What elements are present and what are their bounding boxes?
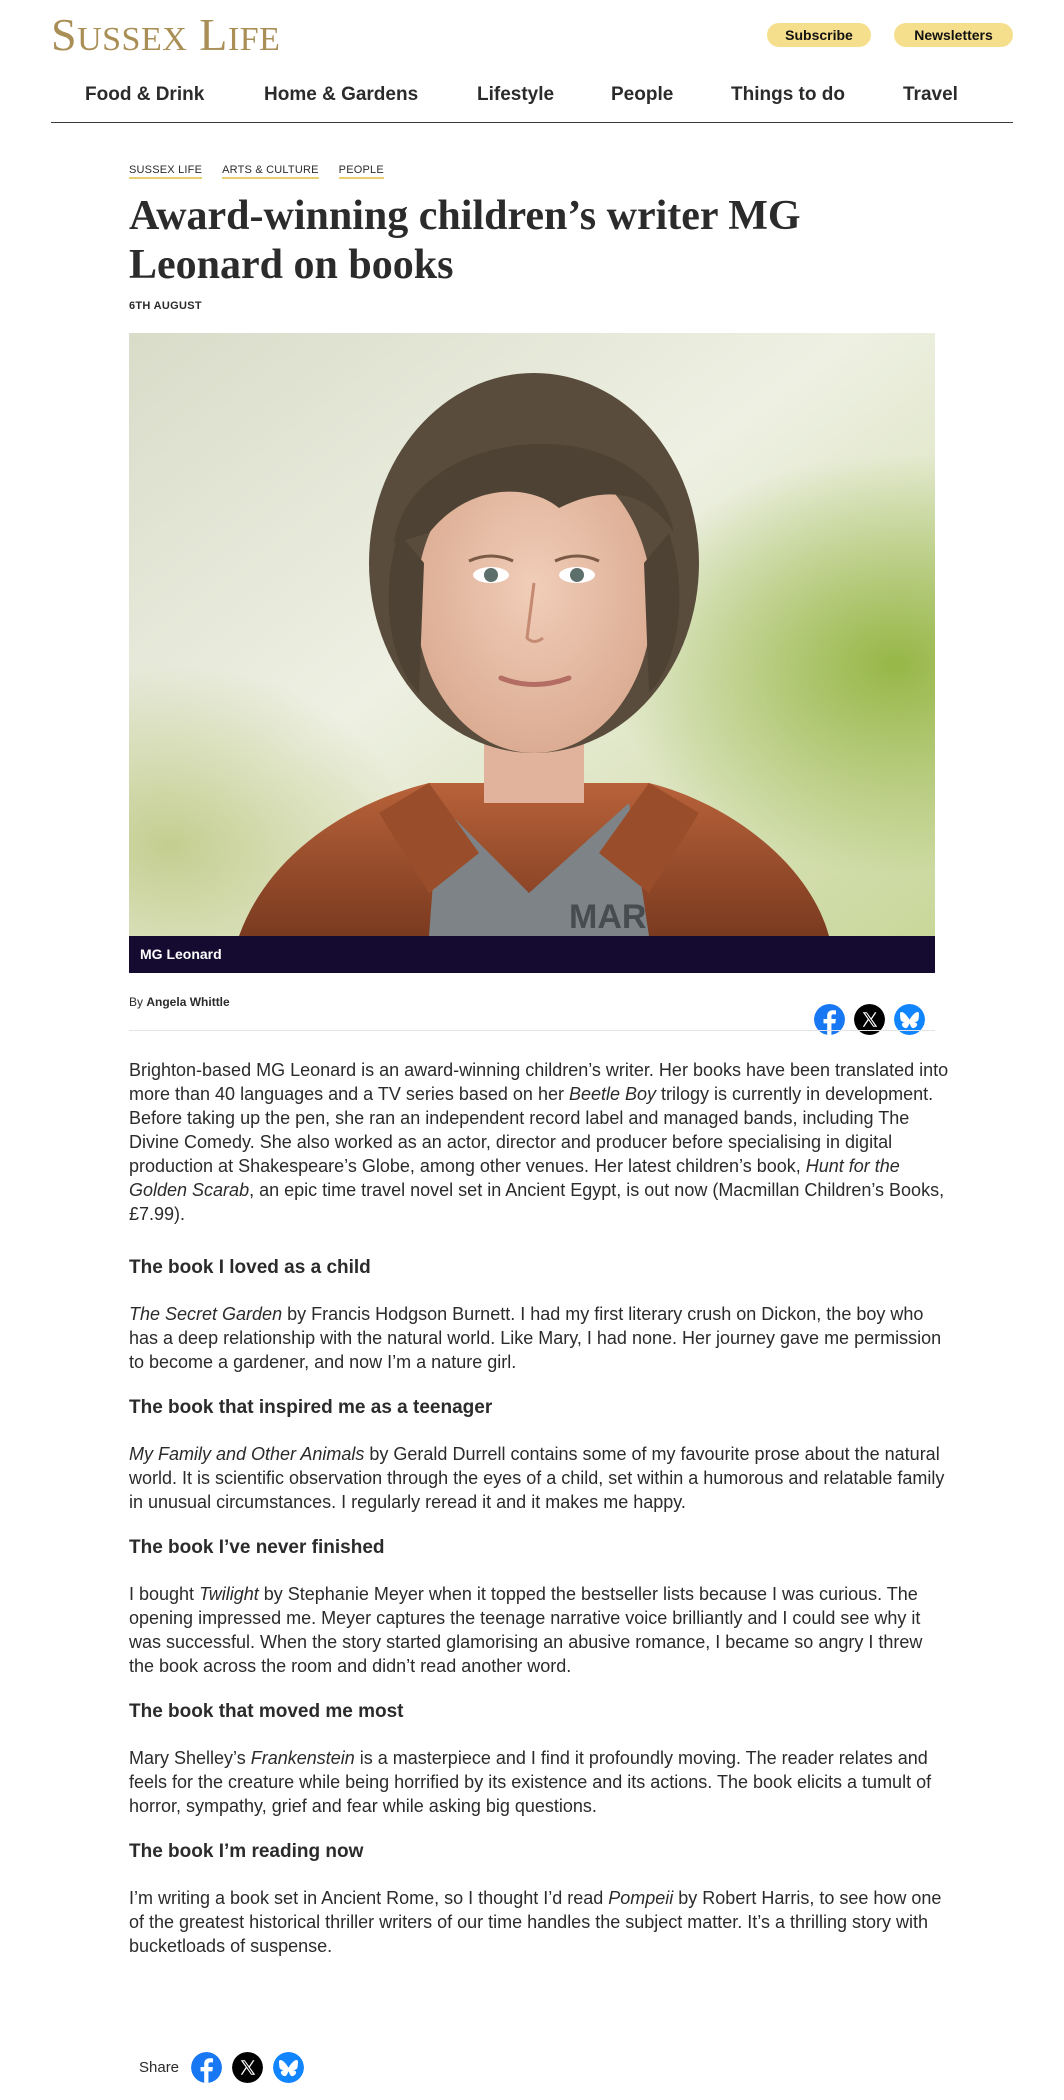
site-logo-wordmark	[51, 12, 297, 56]
section-5-text-1: I’m writing a book set in Ancient Rome, so I thought I’d read	[129, 1888, 609, 1908]
nav-travel[interactable]: Travel	[903, 84, 958, 105]
byline-prefix: By	[129, 995, 144, 1009]
newsletters-button[interactable]: Newsletters	[894, 23, 1013, 47]
byline-divider	[129, 1030, 935, 1031]
tag-sussex-life[interactable]: SUSSEX LIFE	[129, 164, 202, 179]
section-heading-1: The book I loved as a child	[129, 1257, 371, 1278]
section-paragraph-1	[129, 1302, 949, 1374]
nav-things-to-do[interactable]: Things to do	[731, 84, 845, 105]
portrait-illustration	[129, 333, 935, 936]
svg-text:SUSSEX LIFE: SUSSEX LIFE	[51, 12, 281, 56]
intro-text-2: trilogy is currently in development. Before taking up the pen, she ran an independent record label and managed bands, including The Divine Comedy. She also worked as an actor, director and producer before specialising in digital production at Shakespeare’s Globe, among other venues. Her latest children’s book,	[129, 1084, 934, 1176]
intro-text-3: , an epic time travel novel set in Ancient Egypt, is out now (Macmillan Children’s Books, £7.99).	[129, 1180, 945, 1224]
x-icon[interactable]	[232, 2052, 263, 2083]
intro-text-1: Brighton-based MG Leonard is an award-winning children’s writer. Her books have been translated into more than 40 languages and a TV series based on her	[129, 1060, 949, 1104]
intro-book-title-2: Hunt for the Golden Scarab	[129, 1156, 900, 1200]
tag-arts-culture[interactable]: ARTS & CULTURE	[222, 164, 319, 179]
intro-paragraph	[129, 1058, 949, 1226]
nav-food-drink[interactable]: Food & Drink	[85, 84, 205, 105]
section-3-text-2: by Stephanie Meyer when it topped the bestseller lists because I was curious. The opening impressed me. Meyer captures the teenage narrative voice brilliantly and I could see why it was successful. When the story started glamorising an abusive romance, I became so angry I threw the book across the room and didn’t read another word.	[129, 1584, 923, 1676]
section-paragraph-5	[129, 1886, 949, 1958]
tag-people[interactable]: PEOPLE	[339, 164, 384, 179]
section-4-text-1: Mary Shelley’s	[129, 1748, 251, 1768]
share-label: Share	[139, 2059, 180, 2076]
section-heading-4: The book that moved me most	[129, 1701, 404, 1722]
section-paragraph-4	[129, 1746, 949, 1818]
section-4-book-title: Frankenstein	[250, 1748, 355, 1768]
svg-text:MAR: MAR	[569, 898, 647, 936]
nav-home-gardens[interactable]: Home & Gardens	[264, 84, 419, 105]
article-body	[129, 1058, 949, 1958]
image-caption: MG Leonard	[129, 936, 935, 973]
article-tags	[129, 164, 404, 179]
subscribe-button[interactable]: Subscribe	[767, 23, 871, 47]
section-2-book-title: My Family and Other Animals	[129, 1444, 365, 1464]
section-5-book-title: Pompeii	[608, 1888, 674, 1908]
section-paragraph-2	[129, 1442, 949, 1514]
bluesky-icon[interactable]	[273, 2052, 304, 2083]
section-heading-2: The book that inspired me as a teenager	[129, 1397, 493, 1418]
section-5-text-2: by Robert Harris, to see how one of the greatest historical thriller writers of our time handles the subject matter. It’s a thrilling story with bucketloads of suspense.	[129, 1888, 942, 1956]
site-header	[51, 0, 1013, 123]
section-1-book-title: The Secret Garden	[129, 1304, 283, 1324]
nav-lifestyle[interactable]: Lifestyle	[477, 84, 555, 105]
section-3-text-1: I bought	[129, 1584, 200, 1604]
section-2-text: by Gerald Durrell contains some of my favourite prose about the natural world. It is scientific observation through the eyes of a child, set within a humorous and relatable family in unusual circumstances. I regularly reread it and it makes me happy.	[129, 1444, 945, 1512]
byline	[129, 995, 230, 1009]
article-title: Award-winning children’s writer MG Leonard on books	[129, 193, 801, 288]
article-date: 6TH AUGUST	[129, 300, 202, 312]
share-bar	[139, 2052, 314, 2083]
section-heading-3: The book I’ve never finished	[129, 1537, 385, 1558]
section-heading-5: The book I’m reading now	[129, 1841, 364, 1862]
intro-book-title-1: Beetle Boy	[568, 1084, 657, 1104]
author-link[interactable]: Angela Whittle	[146, 995, 230, 1009]
section-4-text-2: is a masterpiece and I find it profoundly moving. The reader relates and feels for the creature while being horrified by its existence and its actions. The book elicits a tumult of horror, sympathy, grief and fear while asking big questions.	[129, 1748, 932, 1816]
site-logo[interactable]	[51, 12, 297, 64]
nav-people[interactable]: People	[611, 84, 674, 105]
section-paragraph-3	[129, 1582, 949, 1678]
hero-photo	[129, 333, 935, 936]
facebook-icon[interactable]	[191, 2052, 222, 2083]
section-1-text: by Francis Hodgson Burnett. I had my first literary crush on Dickon, the boy who has a deep relationship with the natural world. Like Mary, I had none. Her journey gave me permission to become a gardener, and now I’m a nature girl.	[129, 1304, 942, 1372]
section-3-book-title: Twilight	[199, 1584, 259, 1604]
